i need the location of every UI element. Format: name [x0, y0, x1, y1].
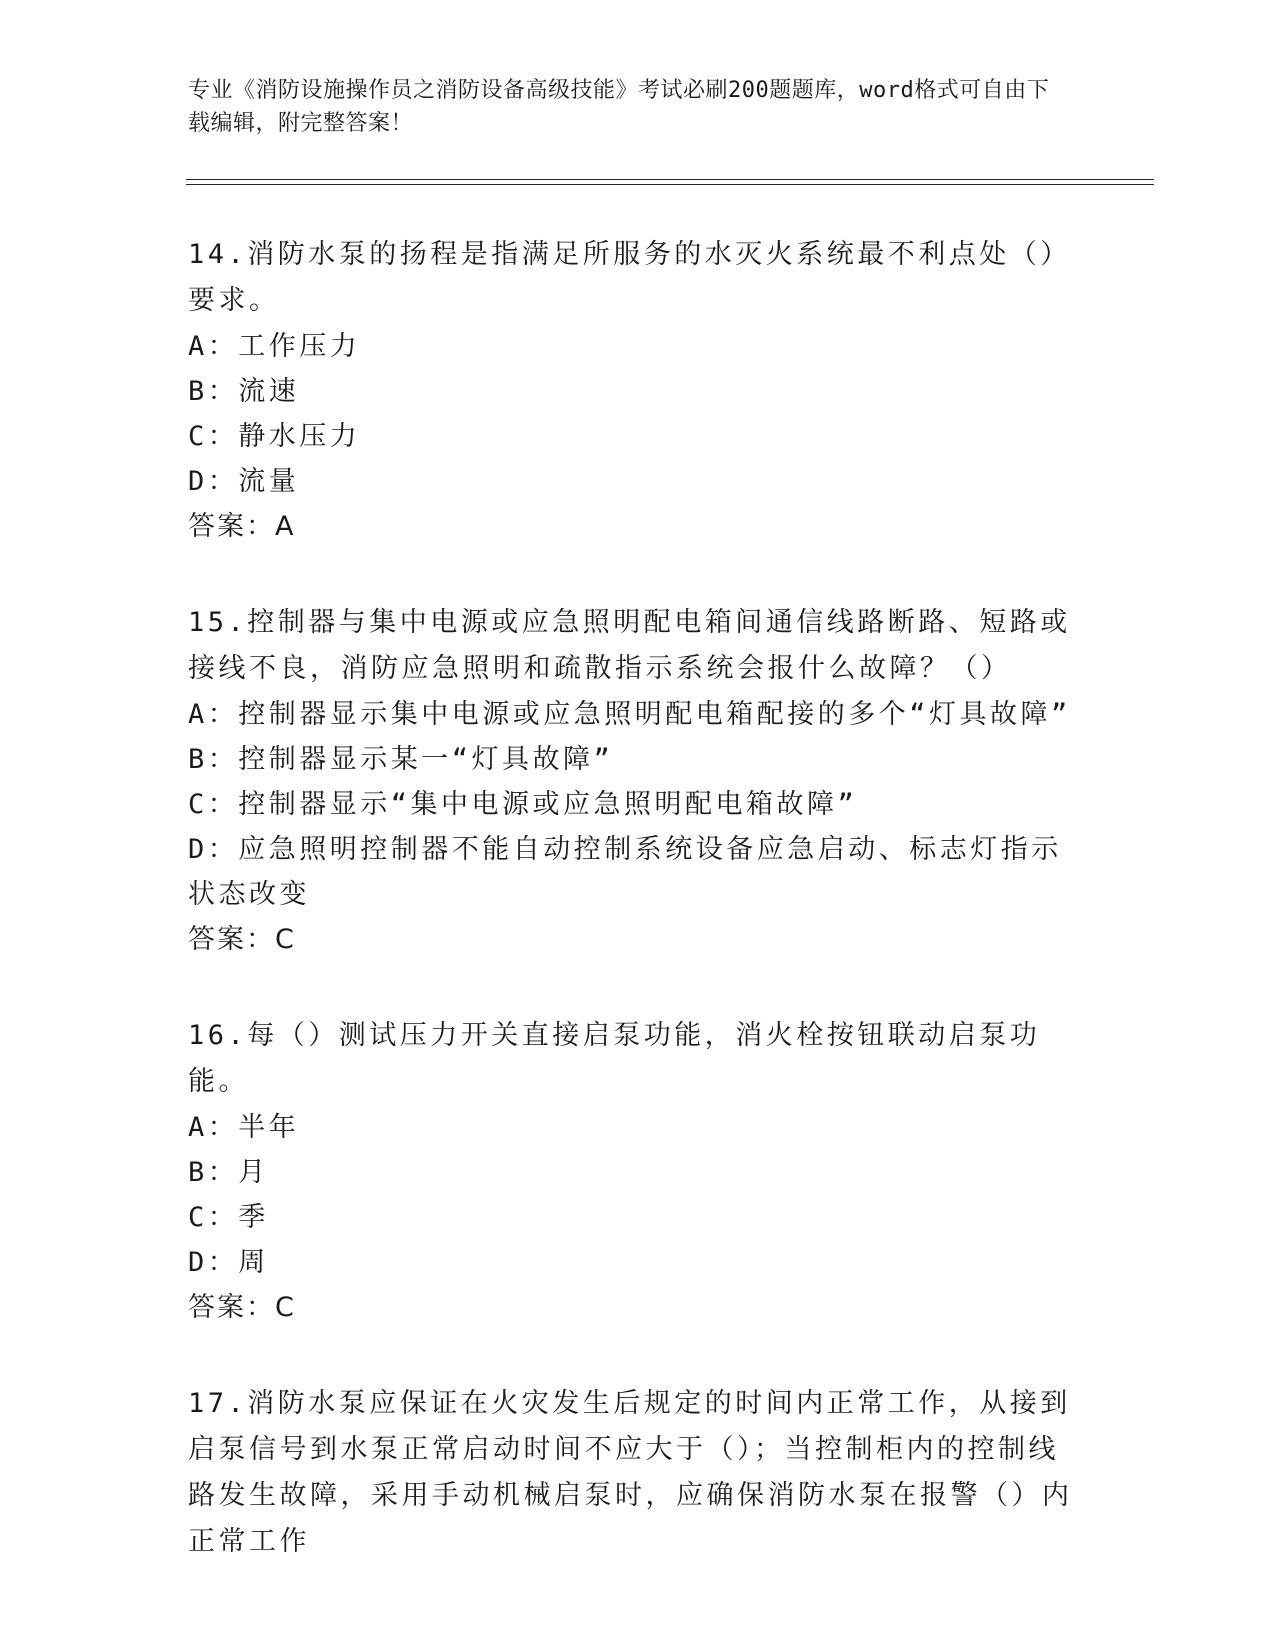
question-body: 消防水泵应保证在火灾发生后规定的时间内正常工作，从接到启泵信号到水泵正常启动时间不应大于（）；当控制柜内的控制线路发生故障，采用手动机械启泵时，应确保消防水泵在报警（）内正常工作	[188, 1388, 1073, 1557]
option-c	[188, 1195, 1078, 1240]
question-text	[188, 1381, 1078, 1565]
option-text: 控制器显示某一“灯具故障”	[238, 744, 614, 775]
question-body: 消防水泵的扬程是指满足所服务的水灭火系统最不利点处（）要求。	[188, 239, 1071, 316]
option-d	[188, 1240, 1078, 1285]
option-a	[188, 324, 1078, 369]
option-text: 静水压力	[238, 421, 361, 452]
option-text: 控制器显示“集中电源或应急照明配电箱故障”	[238, 789, 858, 820]
answer-label: 答案：	[188, 1292, 275, 1323]
question-number: 14.	[188, 239, 248, 270]
option-key: A：	[188, 1112, 239, 1143]
question-body: 每（）测试压力开关直接启泵功能，消火栓按钮联动启泵功能。	[188, 1020, 1041, 1097]
question-text	[188, 232, 1078, 324]
option-d	[188, 459, 1078, 504]
question-14	[188, 232, 1078, 550]
option-key: B：	[188, 744, 239, 775]
option-text: 控制器显示集中电源或应急照明配电箱配接的多个“灯具故障”	[238, 699, 1071, 730]
question-17	[188, 1381, 1078, 1565]
answer-label: 答案：	[188, 511, 275, 542]
option-text: 工作压力	[238, 331, 361, 362]
question-text	[188, 600, 1078, 692]
header-text: 专业《消防设施操作员之消防设备高级技能》考试必刷200题题库，word格式可自由下载编辑，附完整答案！	[188, 78, 1050, 136]
option-c	[188, 414, 1078, 459]
option-text: 月	[238, 1157, 269, 1188]
option-key: C：	[188, 789, 239, 820]
answer-value: A	[275, 511, 296, 542]
question-text	[188, 1013, 1078, 1105]
answer-value: C	[275, 924, 296, 955]
question-number: 16.	[188, 1020, 248, 1051]
option-d	[188, 827, 1078, 917]
option-key: D：	[188, 834, 239, 865]
question-number: 15.	[188, 607, 248, 638]
option-text: 半年	[238, 1112, 300, 1143]
answer-line	[188, 917, 1078, 963]
option-key: D：	[188, 1247, 239, 1278]
option-key: A：	[188, 331, 239, 362]
question-16	[188, 1013, 1078, 1331]
option-a	[188, 692, 1078, 737]
option-key: C：	[188, 1202, 239, 1233]
option-b	[188, 737, 1078, 782]
header-divider-bottom	[186, 184, 1154, 185]
option-text: 季	[238, 1202, 269, 1233]
option-key: D：	[188, 466, 239, 497]
option-c	[188, 782, 1078, 827]
answer-label: 答案：	[188, 924, 275, 955]
option-text: 周	[238, 1247, 269, 1278]
header-divider-top	[186, 179, 1154, 180]
answer-value: C	[275, 1292, 296, 1323]
question-15	[188, 600, 1078, 963]
option-key: B：	[188, 1157, 239, 1188]
answer-line	[188, 504, 1078, 550]
option-key: C：	[188, 421, 239, 452]
option-a	[188, 1105, 1078, 1150]
option-key: B：	[188, 376, 239, 407]
option-b	[188, 369, 1078, 414]
option-text: 流速	[238, 376, 300, 407]
question-number: 17.	[188, 1388, 248, 1419]
answer-line	[188, 1285, 1078, 1331]
option-b	[188, 1150, 1078, 1195]
option-text: 流量	[238, 466, 300, 497]
document-header	[188, 74, 1068, 140]
question-list	[188, 232, 1078, 1615]
option-text: 应急照明控制器不能自动控制系统设备应急启动、标志灯指示状态改变	[188, 834, 1062, 910]
option-key: A：	[188, 699, 239, 730]
question-body: 控制器与集中电源或应急照明配电箱间通信线路断路、短路或接线不良，消防应急照明和疏散指示系统会报什么故障？（）	[188, 607, 1071, 684]
